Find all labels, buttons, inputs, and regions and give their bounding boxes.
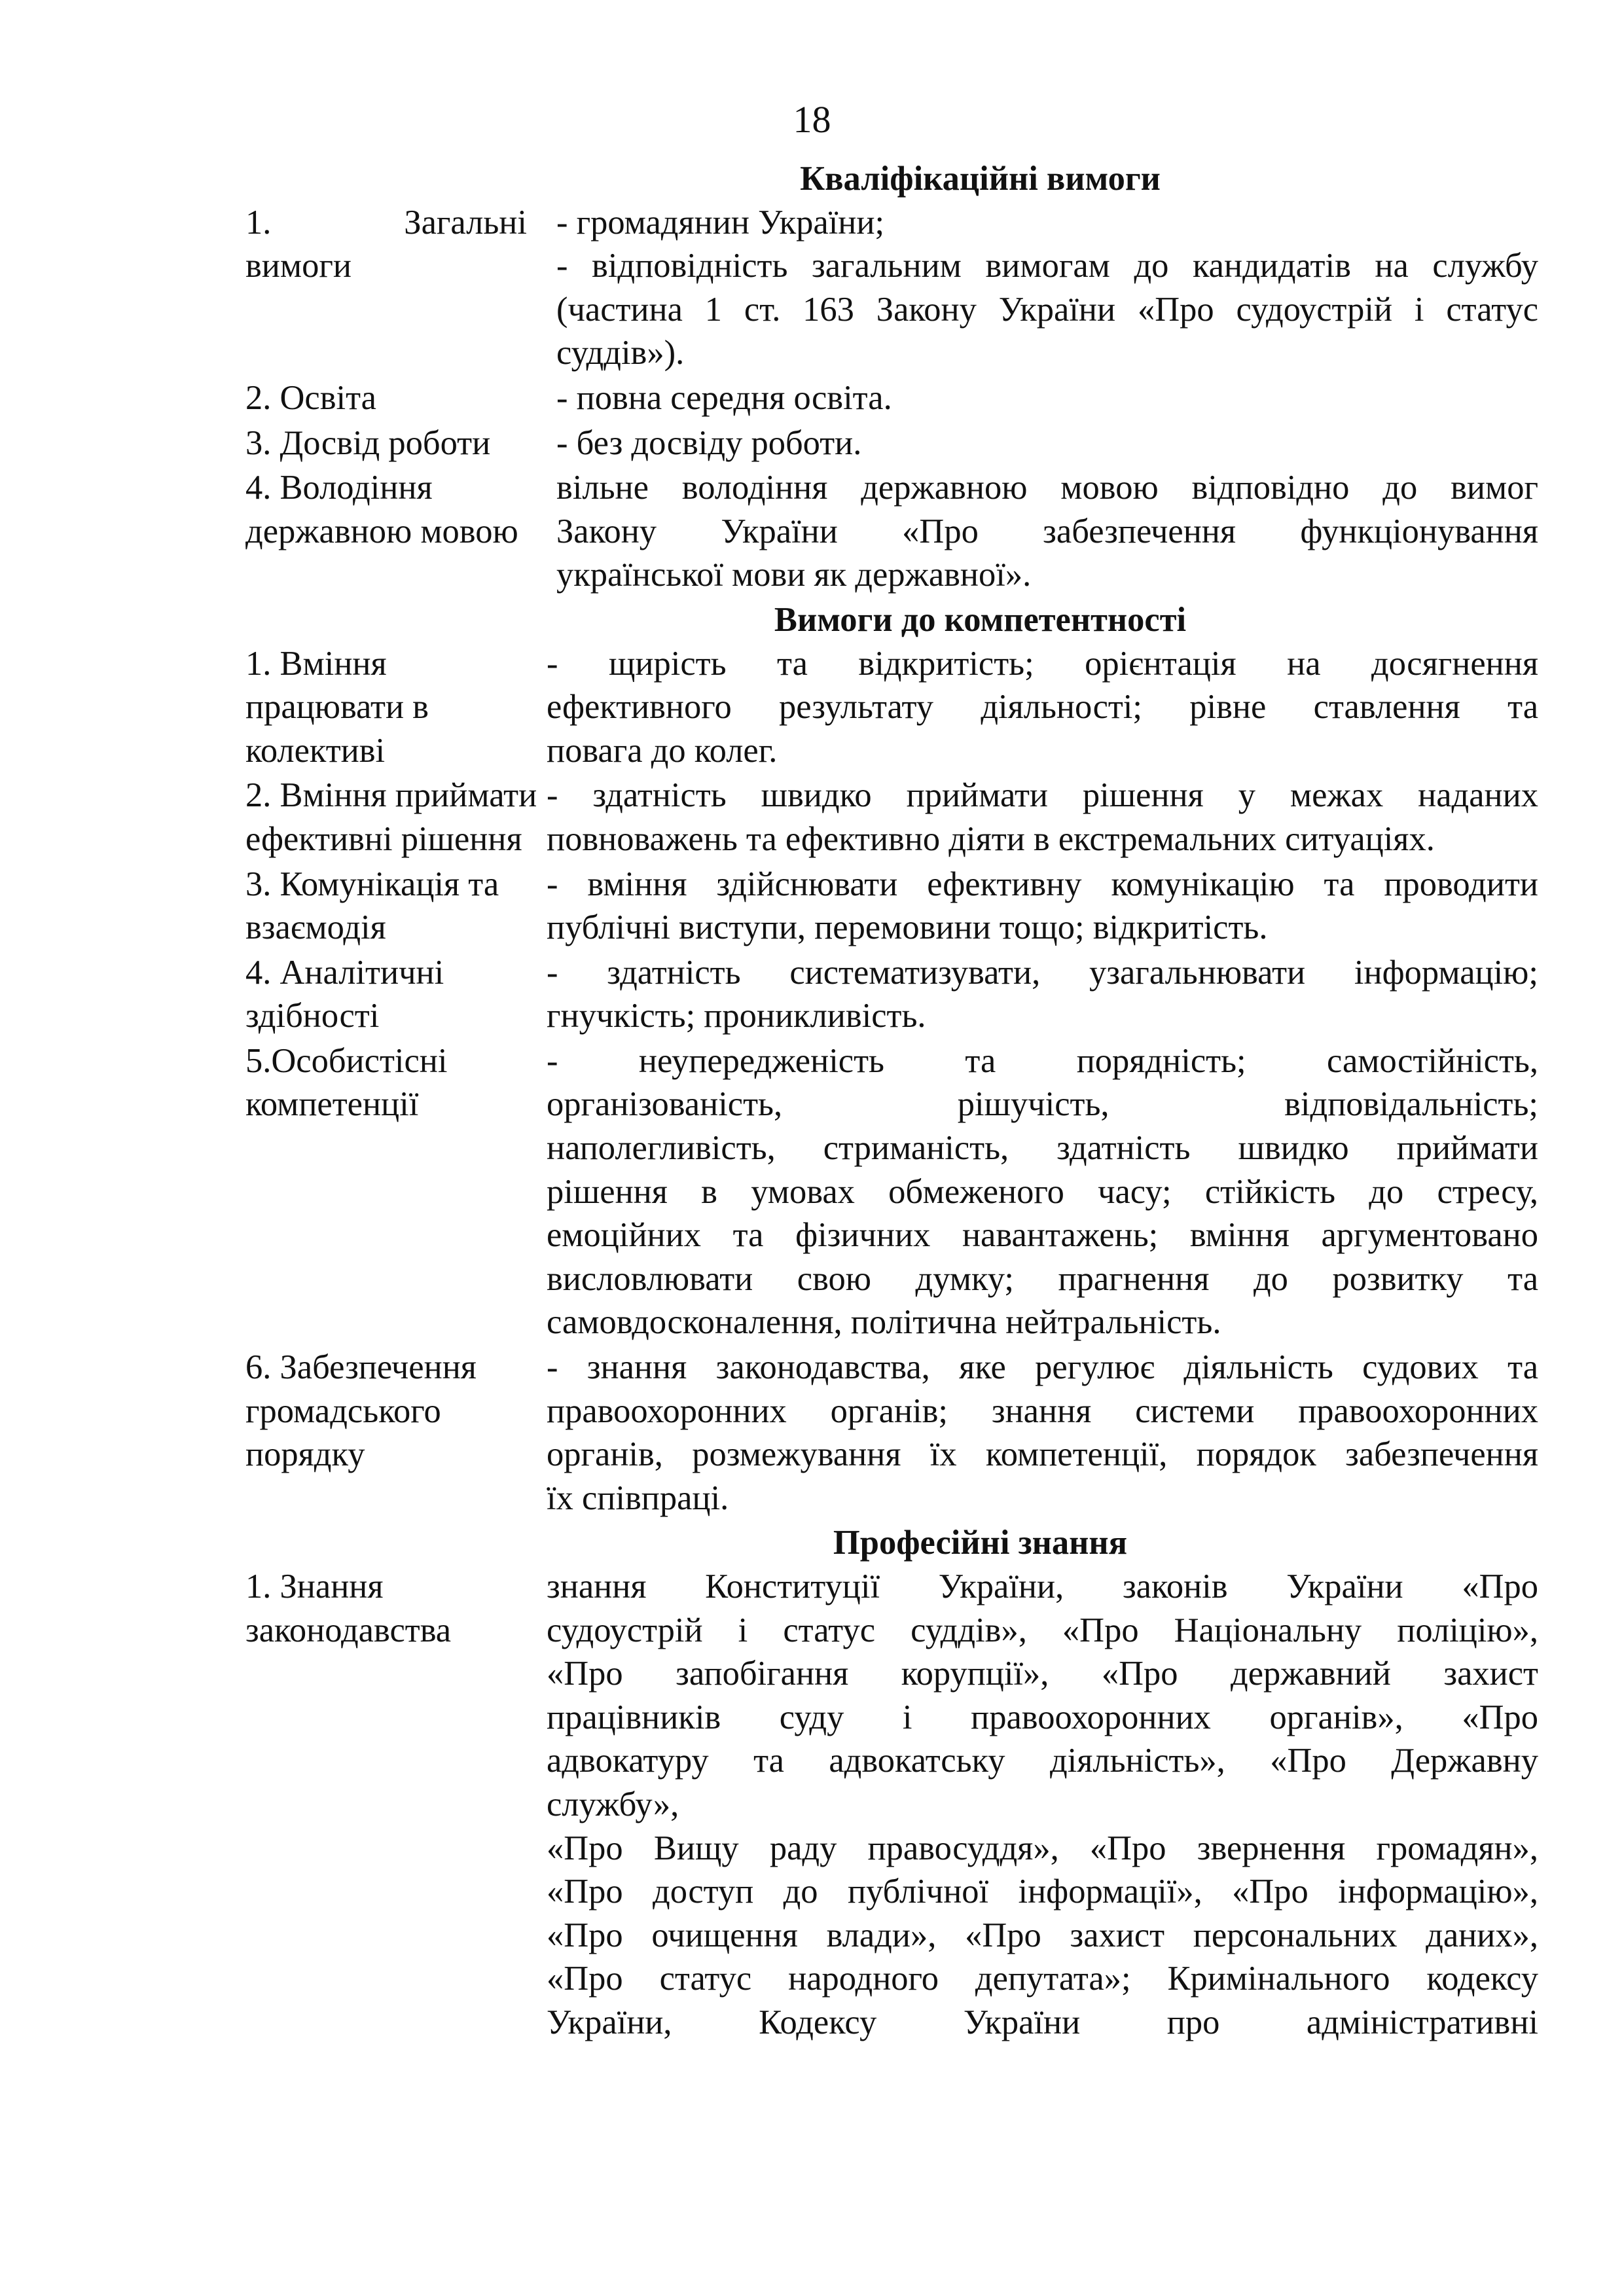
competence-value: - знання законодавства, яке регулює діяльність судових та правоохоронних органів; знання системи правоохоронних органів, розмежування їх компетенції, порядок забезпечення їх співпраці. <box>547 1348 1538 1517</box>
knowledge-row-legislation <box>245 1565 1538 2045</box>
requirement-row-language <box>245 466 1538 597</box>
competence-value: - вміння здійснювати ефективну комунікацію та проводити публічні виступи, перемовини тощо; відкритість. <box>547 865 1538 947</box>
requirement-value: - без досвіду роботи. <box>556 423 862 462</box>
competence-value: - здатність систематизувати, узагальнювати інформацію; гнучкість; проникливість. <box>547 953 1538 1035</box>
page-number: 18 <box>793 98 831 141</box>
competence-value: - здатність швидко приймати рішення у межах наданих повноважень та ефективно діяти в екстремальних ситуаціях. <box>547 776 1538 858</box>
competence-row-communication <box>245 863 1538 950</box>
competence-label: 6. Забезпечення громадського порядку <box>245 1348 477 1474</box>
competence-value: - неупередженість та порядність; самостійність, організованість, рішучість, відповідальність; наполегливість, стриманість, здатність швидко приймати рішення в умовах обмеженого часу; стійкість до стресу, емоційних та фізичних навантажень; вміння аргументовано висловлювати свою думку; прагнення до розвитку та самовдосконалення, політична нейтральність. <box>547 1041 1538 1342</box>
requirement-label: 2. Освіта <box>245 378 376 417</box>
competence-label: 1. Вміння працювати в колективі <box>245 644 429 770</box>
requirement-row-education <box>245 376 1538 420</box>
competence-row-decisions <box>245 774 1538 861</box>
requirement-row-general <box>245 201 1538 375</box>
requirement-value: - громадянин України; - відповідність загальним вимогам до кандидатів на службу (частина 1 ст. 163 Закону України «Про судоустрій і статус суддів»). <box>556 203 1538 372</box>
requirement-label: 3. Досвід роботи <box>245 423 491 462</box>
competence-label: 5.Особистісні компетенції <box>245 1041 448 1124</box>
requirement-row-experience <box>245 422 1538 465</box>
section-heading-professional: Професійні знання <box>833 1524 1128 1562</box>
requirement-label-line: 1. Загальні <box>245 203 527 242</box>
knowledge-label: 1. Знання законодавства <box>245 1568 452 1649</box>
competence-label: 3. Комунікація та взаємодія <box>245 865 499 947</box>
requirement-value: - повна середня освіта. <box>556 378 892 417</box>
requirement-label-line: вимоги <box>245 247 352 285</box>
requirement-label <box>245 201 547 288</box>
competence-row-public-order <box>245 1346 1538 1520</box>
requirement-value: вільне володіння державною мовою відповідно до вимог Закону України «Про забезпечення функціонування української мови як державної». <box>556 469 1538 594</box>
section-heading-competence: Вимоги до компетентності <box>774 600 1187 639</box>
competence-label: 4. Аналітичні здібності <box>245 953 444 1035</box>
section-heading-qualification: Кваліфікаційні вимоги <box>800 160 1161 198</box>
requirement-label: 4. Володіння державною мовою <box>245 469 518 550</box>
knowledge-value: знання Конституції України, законів України «Про судоустрій і статус суддів», «Про Національну поліцію», «Про запобігання корупції», «Про державний захист працівників суду і правоохоронних органів», «Про адвокатуру та адвокатську діяльність», «Про Державну службу», «Про Вищу раду правосуддя», «Про звернення громадян», «Про доступ до публічної інформації», «Про інформацію», «Про очищення влади», «Про захист персональних даних», «Про статус народного депутата»; Кримінального кодексу України, Кодексу України про адміністративні <box>547 1568 1538 2041</box>
competence-row-personal <box>245 1039 1538 1344</box>
document-body <box>245 157 1538 2046</box>
competence-label: 2. Вміння приймати ефективні рішення <box>245 776 537 858</box>
competence-value: - щирість та відкритість; орієнтація на досягнення ефективного результату діяльності; рівне ставлення та повага до колег. <box>547 644 1538 770</box>
competence-row-analytical <box>245 951 1538 1038</box>
competence-row-teamwork <box>245 642 1538 773</box>
